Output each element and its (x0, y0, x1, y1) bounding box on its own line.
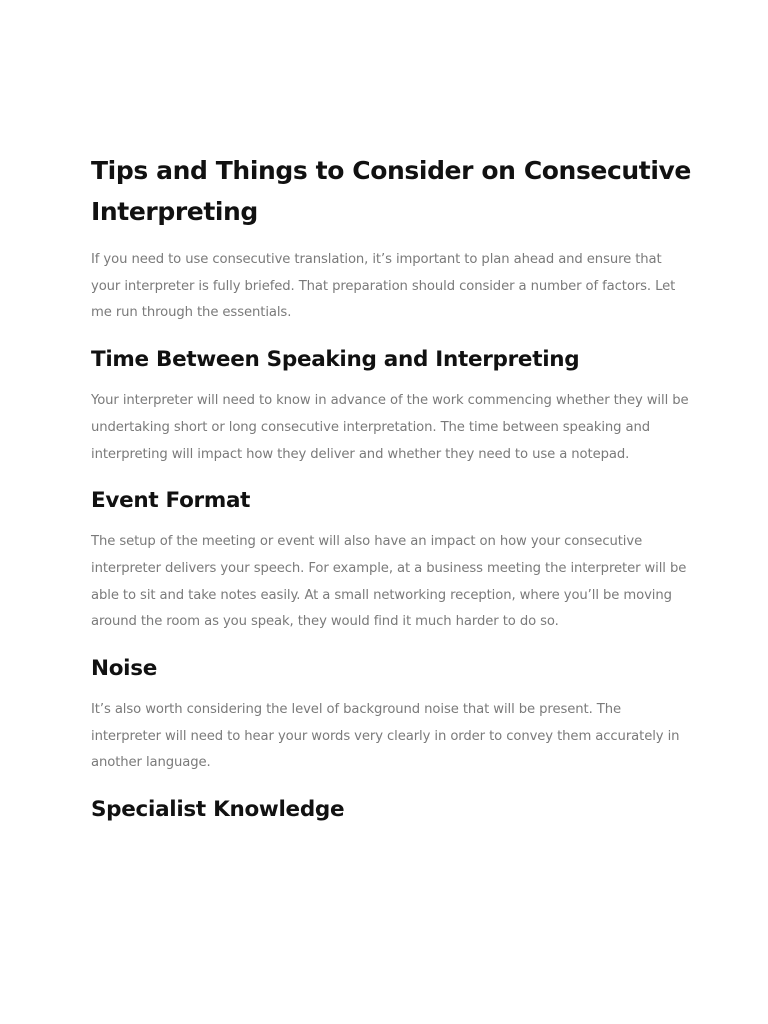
section-body-event-format: The setup of the meeting or event will also have an impact on how your consecutive interpreter delivers your speech. For example, at a business meeting the interpreter will be able to sit and take notes easily. At a small networking reception, where you’ll be moving around the room as you speak, they would find it much harder to do so. (91, 534, 687, 630)
article-title: Tips and Things to Consider on Consecutive Interpreting (91, 156, 691, 226)
section-body-noise: It’s also worth considering the level of background noise that will be present. The interpreter will need to hear your words very clearly in order to convey them accurately in another language. (91, 702, 680, 771)
section-heading-noise: Noise (91, 656, 158, 682)
article (91, 150, 691, 838)
section-heading-time-between: Time Between Speaking and Interpreting (91, 347, 580, 373)
section-heading-event-format: Event Format (91, 488, 251, 514)
intro-paragraph: If you need to use consecutive translation, it’s important to plan ahead and ensure that your interpreter is fully briefed. That preparation should consider a number of factors. Let me run through the essentials. (91, 252, 676, 321)
section-heading-specialist-knowledge: Specialist Knowledge (91, 797, 345, 823)
section-body-time-between: Your interpreter will need to know in advance of the work commencing whether they will be undertaking short or long consecutive interpretation. The time between speaking and interpreting will impact how they deliver and whether they need to use a notepad. (91, 393, 689, 462)
